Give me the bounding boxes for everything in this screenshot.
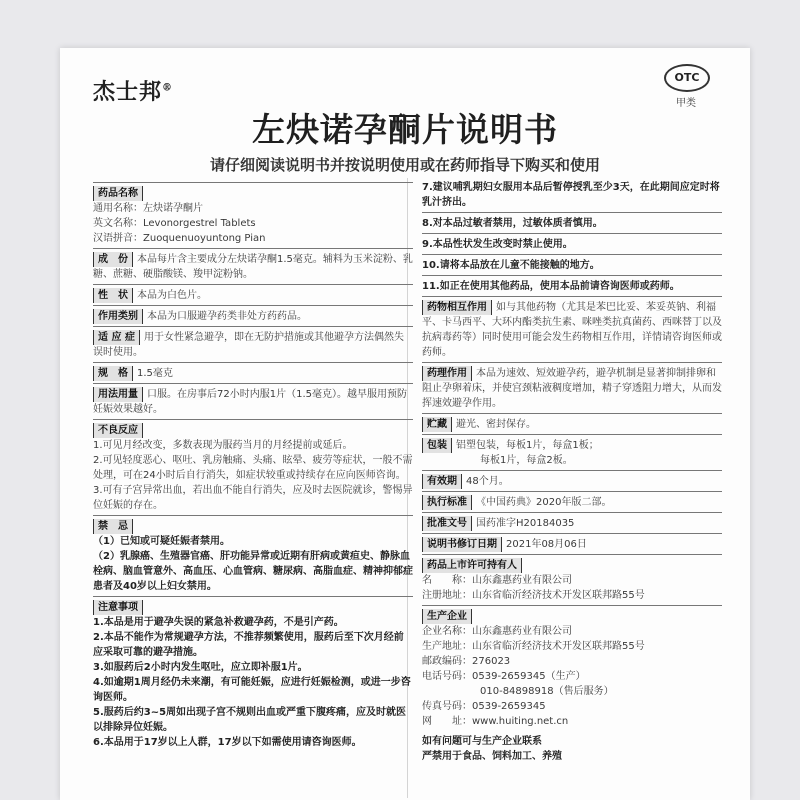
section-interaction: 药物相互作用 如与其他药物（尤其是苯巴比妥、苯妥英钠、利福平、卡马西平、大环内酯类抗生素、咪唑类抗真菌药、西咪替丁以及抗病毒药等）同时使用可能会发生药物相互作用，详情请咨询医师或药师。: [422, 302, 722, 358]
section-adverse: 不良反应 1.可见月经改变，多数表现为服药当月的月经提前或延后。 2.可见轻度恶心、呕吐、乳房触痛、头痛、眩晕、疲劳等症状，一般不需处理，可在24小时后自行消失，如症状较重或持续存在应向医师咨询。 3.可有子宫异常出血，若出血不能自行消失，应及时去医院就诊，警惕异位妊娠的存在。: [93, 425, 413, 511]
section-manufacturer: 生产企业 企业名称：山东鑫惠药业有限公司 生产地址：山东省临沂经济技术开发区联邦路55号 邮政编码：276023 电话号码：0539-2659345（生产） 010-84898918（售后服务） 传真号码：0539-2659345 网 址：www.huiting.net.cn: [422, 611, 645, 727]
document-title: 左炔诺孕酮片说明书: [252, 110, 558, 149]
section-caution-continued: 7.建议哺乳期妇女服用本品后暂停授乳至少3天，在此期间应定时将乳汁挤出。 8.对本品过敏者禁用，过敏体质者慎用。 9.本品性状发生改变时禁止使用。 10.请将本品放在儿童不能接触的地方。 11.如正在使用其他药品，使用本品前请咨询医师或药师。: [422, 180, 722, 294]
section-usage: 用法用量 口服。在房事后72小时内服1片（1.5毫克）。越早服用预防妊娠效果越好。: [93, 389, 407, 415]
otc-class: 甲类: [676, 98, 696, 109]
section-standard: 执行标准 《中国药典》2020年版二部。: [422, 495, 722, 510]
left-column: [93, 180, 413, 751]
section-license-holder: 药品上市许可持有人 名 称：山东鑫惠药业有限公司 注册地址：山东省临沂经济技术开发区联邦路55号: [422, 560, 645, 601]
section-spec: 规 格 1.5毫克: [93, 366, 413, 381]
section-package: 包装 铝塑包装，每板1片，每盒1板； 每板1片，每盒2板。: [422, 438, 722, 468]
section-contraindication: 禁 忌 （1）已知或可疑妊娠者禁用。 （2）乳腺癌、生殖器官癌、肝功能异常或近期有肝病或黄疸史、静脉血栓病、脑血管意外、高血压、心血管病、糖尿病、高脂血症、精神抑郁症患者及40岁以上妇女禁用。: [93, 521, 413, 592]
section-indication: 适 应 症 用于女性紧急避孕，即在无防护措施或其他避孕方法偶然失误时使用。: [93, 332, 404, 358]
section-pharmacology: 药理作用 本品为速效、短效避孕药，避孕机制是显著抑制排卵和阻止孕卵着床，并使宫颈粘液稠度增加，精子穿透阻力增大，从而发挥速效避孕作用。: [422, 368, 722, 409]
otc-label: OTC: [664, 64, 710, 92]
brand-logo: 杰士邦®: [93, 79, 174, 105]
section-name: 药品名称 通用名称：左炔诺孕酮片 英文名称：Levonorgestrel Tablets 汉语拼音：Zuoquenuoyuntong Pian: [93, 188, 266, 244]
section-validity: 有效期 48个月。: [422, 474, 722, 489]
section-footer: 如有问题可与生产企业联系 严禁用于食品、饲料加工、养殖: [422, 736, 562, 762]
section-approval: 批准文号 国药准字H20184035: [422, 516, 722, 531]
leaflet-sheet: [60, 48, 750, 800]
section-composition: 成 份 本品每片含主要成分左炔诺孕酮1.5毫克。辅料为玉米淀粉、乳糖、蔗糖、硬脂酸镁、羧甲淀粉钠。: [93, 254, 413, 280]
section-character: 性 状 本品为白色片。: [93, 288, 413, 303]
section-category: 作用类别 本品为口服避孕药类非处方药药品。: [93, 309, 413, 324]
right-column: [422, 180, 722, 765]
section-storage: 贮藏 避光、密封保存。: [422, 417, 722, 432]
otc-badge: [664, 64, 708, 109]
section-caution: 注意事项 1.本品是用于避孕失误的紧急补救避孕药，不是引产药。 2.本品不能作为常规避孕方法，不推荐频繁使用，服药后至下次月经前应采取可靠的避孕措施。 3.如服药后2小时内发生呕吐，应立即补服1片。 4.如逾期1周月经仍未来潮，有可能妊娠，应进行妊娠检测，或进一步咨询医师。 5.服药后约3~5周如出现子宫不规则出血或严重下腹疼痛，应及时就医以排除异位妊娠。 6.本品用于17岁以上人群，17岁以下如需使用请咨询医师。: [93, 602, 411, 748]
document-subtitle: 请仔细阅读说明书并按说明使用或在药师指导下购买和使用: [209, 156, 600, 174]
section-revision-date: 说明书修订日期 2021年08月06日: [422, 537, 722, 552]
